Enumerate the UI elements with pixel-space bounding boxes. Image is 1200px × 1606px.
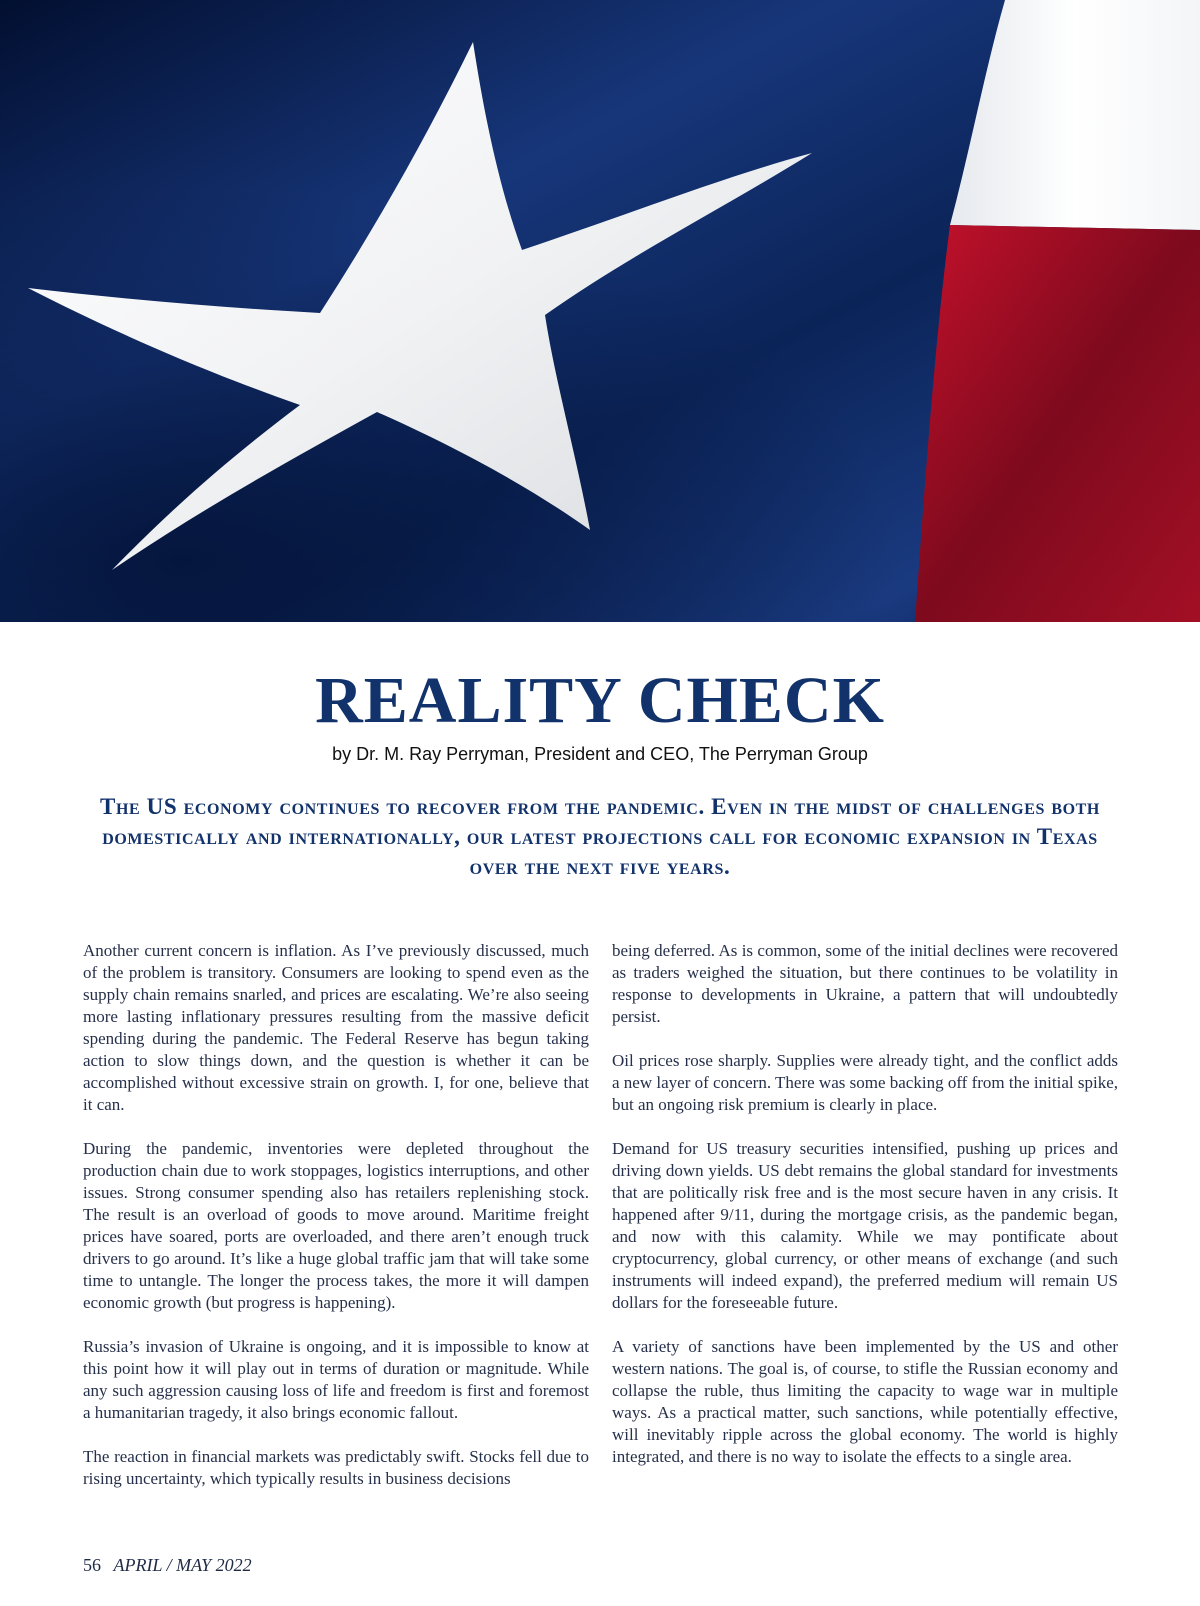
- body-paragraph: being deferred. As is common, some of the initial declines were recovered as traders weighed the situation, but there continues to be volatility in response to developments in Ukraine, a pattern that will undoubtedly persist.: [612, 941, 1118, 1026]
- article-deck: The US economy continues to recover from the pandemic. Even in the midst of challenges both domestically and internationally, our latest projections call for economic expansion in Texas over the next five years.: [100, 794, 1100, 879]
- body-paragraph: Another current concern is inflation. As I’ve previously discussed, much of the problem is transitory. Consumers are looking to spend even as the supply chain remains snarled, and prices are escalating. We’re also seeing more lasting inflationary pressures resulting from the massive deficit spending during the pandemic. The Federal Reserve has begun taking action to slow things down, and the question is whether it can be accomplished without excessive strain on growth. I, for one, believe that it can.: [83, 941, 589, 1114]
- body-column-left: [83, 940, 589, 1490]
- body-paragraph: The reaction in financial markets was predictably swift. Stocks fell due to rising uncertainty, which typically results in business decisions: [83, 1447, 589, 1488]
- body-paragraph: A variety of sanctions have been implemented by the US and other western nations. The goal is, of course, to stifle the Russian economy and collapse the ruble, thus limiting the capacity to wage war in multiple ways. As a practical matter, such sanctions, while potentially effective, will inevitably ripple across the global economy. The world is highly integrated, and there is no way to isolate the effects to a single area.: [612, 1337, 1118, 1466]
- body-column-right: [612, 940, 1118, 1468]
- texas-flag-image: [0, 0, 1200, 622]
- article-title: REALITY CHECK: [315, 664, 885, 737]
- hero-texas-flag: [0, 0, 1200, 622]
- page-number: 56: [83, 1555, 101, 1575]
- page-footer: [83, 1553, 252, 1577]
- article-byline: by Dr. M. Ray Perryman, President and CEO, The Perryman Group: [332, 744, 868, 764]
- body-paragraph: Demand for US treasury securities intensified, pushing up prices and driving down yields. US debt remains the global standard for investments that are politically risk free and is the most secure haven in any crisis. It happened after 9/11, during the mortgage crisis, as the pandemic began, and now with this calamity. While we may pontificate about cryptocurrency, global currency, or other means of exchange (and such instruments will indeed expand), the preferred medium will remain US dollars for the foreseeable future.: [612, 1139, 1118, 1312]
- body-paragraph: Oil prices rose sharply. Supplies were already tight, and the conflict adds a new layer of concern. There was some backing off from the initial spike, but an ongoing risk premium is clearly in place.: [612, 1051, 1118, 1114]
- body-paragraph: During the pandemic, inventories were depleted throughout the production chain due to work stoppages, logistics interruptions, and other issues. Strong consumer spending also has retailers replenishing stock. The result is an overload of goods to move around. Maritime freight prices have soared, ports are overloaded, and there aren’t enough truck drivers to go around. It’s like a huge global traffic jam that will take some time to untangle. The longer the process takes, the more it will dampen economic growth (but progress is happening).: [83, 1139, 589, 1312]
- issue-date: APRIL / MAY 2022: [113, 1555, 252, 1575]
- body-paragraph: Russia’s invasion of Ukraine is ongoing, and it is impossible to know at this point how it will play out in terms of duration or magnitude. While any such aggression causing loss of life and freedom is first and foremost a humanitarian tragedy, it also brings economic fallout.: [83, 1337, 589, 1422]
